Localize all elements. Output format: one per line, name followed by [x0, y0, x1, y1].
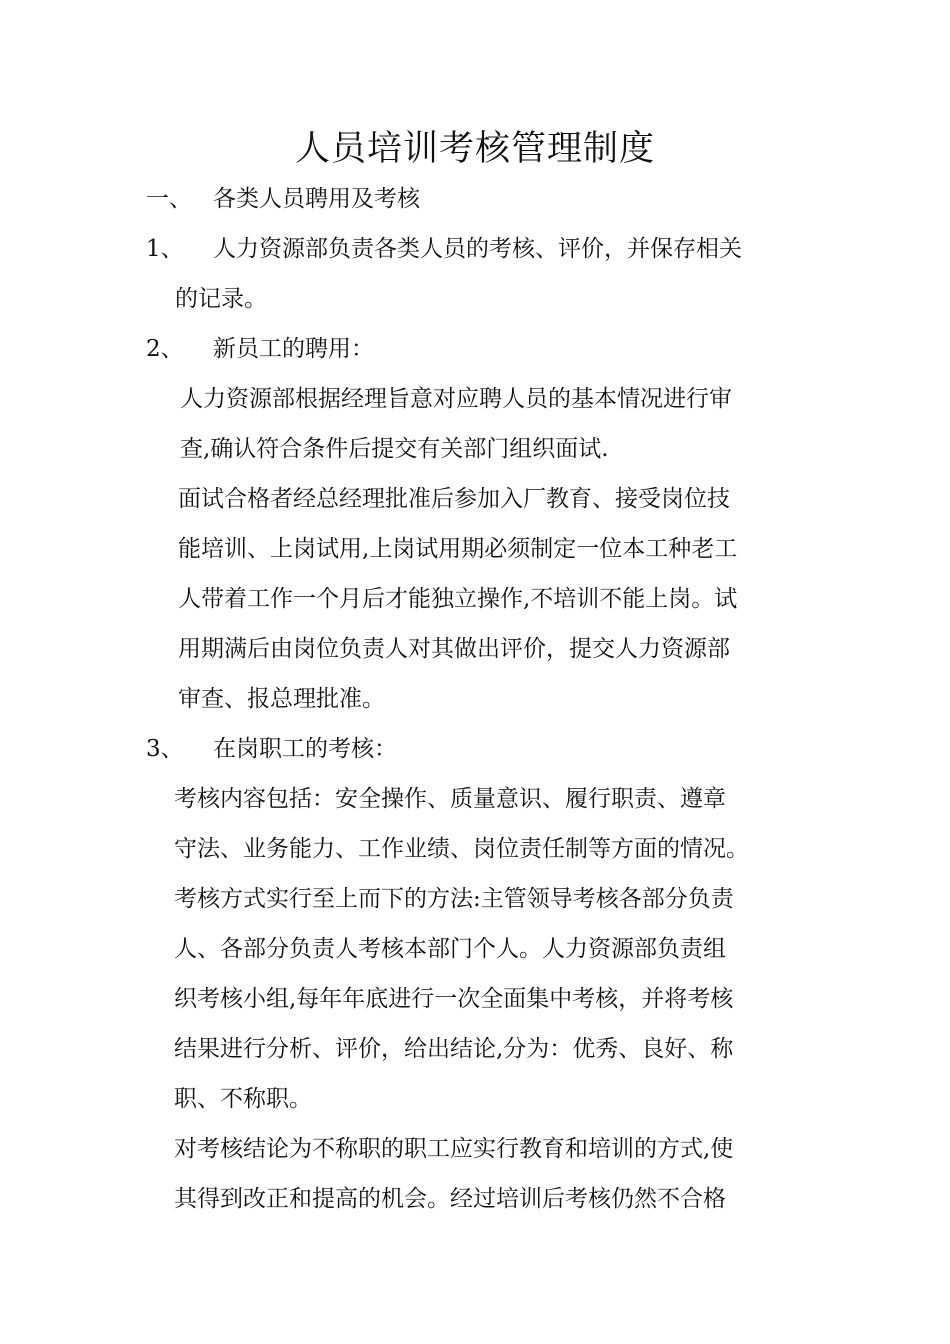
- item1-line-1: 人力资源部负责各类人员的考核、评价，并保存相关: [213, 236, 742, 262]
- item3-para1-line-1: 考核内容包括：安全操作、质量意识、履行职责、遵章: [174, 786, 726, 812]
- item3-para2-line-4: 结果进行分析、评价，给出结论,分为：优秀、良好、称: [174, 1036, 734, 1062]
- document-title: 人员培训考核管理制度: [294, 129, 655, 169]
- item2-para2-line-4: 用期满后由岗位负责人对其做出评价，提交人力资源部: [178, 636, 730, 662]
- item2-para2-line-2: 能培训、上岗试用,上岗试用期必须制定一位本工种老工: [178, 536, 738, 562]
- section1-heading: 各类人员聘用及考核: [213, 186, 420, 212]
- item3-para2-line-2: 人、各部分负责人考核本部门个人。人力资源部负责组: [174, 936, 726, 962]
- item3-para2-line-5: 职、不称职。: [174, 1086, 312, 1112]
- item2-number: 2、: [146, 336, 184, 362]
- item3-para3-line-2: 其得到改正和提高的机会。经过培训后考核仍然不合格: [174, 1186, 726, 1212]
- item2-heading: 新员工的聘用：: [213, 336, 374, 362]
- item2-para2-line-5: 审查、报总理批准。: [178, 686, 385, 712]
- item3-para2-line-3: 织考核小组,每年年底进行一次全面集中考核，并将考核: [174, 986, 734, 1012]
- item3-para3-line-1: 对考核结论为不称职的职工应实行教育和培训的方式,使: [174, 1136, 734, 1162]
- item3-heading: 在岗职工的考核：: [213, 736, 397, 762]
- item2-para1-line-1: 人力资源部根据经理旨意对应聘人员的基本情况进行审: [180, 386, 732, 412]
- section1-number: 一、: [146, 186, 192, 212]
- item3-para1-line-2: 守法、业务能力、工作业绩、岗位责任制等方面的情况。: [174, 836, 749, 862]
- item1-number: 1、: [146, 236, 184, 262]
- item3-number: 3、: [146, 736, 184, 762]
- item1-line-2: 的记录。: [175, 286, 267, 312]
- item2-para1-line-2: 查,确认符合条件后提交有关部门组织面试.: [180, 436, 609, 462]
- item2-para2-line-3: 人带着工作一个月后才能独立操作,不培训不能上岗。试: [178, 586, 738, 612]
- item3-para2-line-1: 考核方式实行至上而下的方法:主管领导考核各部分负责: [174, 886, 734, 912]
- item2-para2-line-1: 面试合格者经总经理批准后参加入厂教育、接受岗位技: [178, 486, 730, 512]
